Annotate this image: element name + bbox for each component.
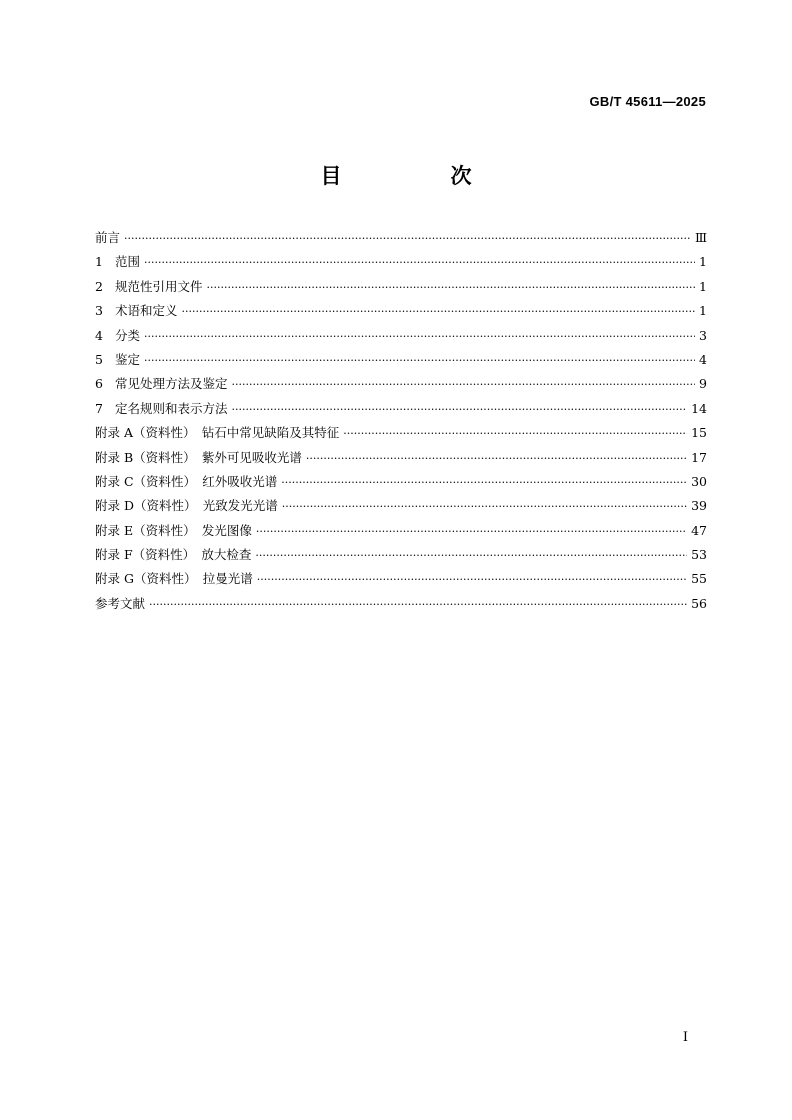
toc-entry-text: 附录 A（资料性） 钻石中常见缺陷及其特征 (95, 425, 340, 441)
toc-section-number: 2 (95, 278, 103, 294)
toc-entry-text: 定名规则和表示方法 (115, 400, 228, 416)
dot-leader (256, 520, 687, 544)
dot-leader (281, 471, 687, 495)
toc-entry-preface[interactable] (95, 226, 707, 250)
toc-page-number: 56 (691, 595, 707, 611)
dot-leader (182, 300, 696, 324)
dot-leader (144, 251, 695, 275)
toc-entry-text: 分类 (115, 327, 141, 343)
toc-entry-text: 附录 C（资料性） 红外吸收光谱 (95, 473, 278, 489)
dot-leader (144, 349, 695, 373)
toc-entry-text: 范围 (115, 254, 141, 270)
dot-leader (255, 544, 687, 568)
toc-entry-5[interactable] (95, 348, 707, 372)
toc-page-number: 1 (699, 303, 707, 319)
dot-leader (207, 276, 696, 300)
toc-entry-text: 术语和定义 (115, 303, 178, 319)
toc-section-number: 3 (95, 303, 103, 319)
toc-page-number: 4 (699, 351, 707, 367)
toc-page-number: 9 (699, 376, 707, 392)
dot-leader (343, 422, 687, 446)
toc-entry-text: 前言 (95, 230, 121, 245)
toc-entry-text: 鉴定 (115, 351, 141, 367)
toc-page-number: 39 (691, 498, 707, 514)
toc-section-number: 6 (95, 376, 103, 392)
toc-entry-text: 附录 B（资料性） 紫外可见吸收光谱 (95, 449, 302, 465)
toc-section-number: 4 (95, 327, 103, 343)
standard-code: GB/T 45611—2025 (589, 94, 706, 109)
toc-entry-appendix-b[interactable] (95, 446, 707, 470)
table-of-contents (95, 226, 707, 616)
dot-leader (232, 398, 688, 422)
toc-page-number: 55 (691, 571, 707, 587)
toc-entry-1[interactable] (95, 250, 707, 274)
toc-section-number: 1 (95, 254, 103, 270)
toc-entry-appendix-f[interactable] (95, 543, 707, 567)
toc-page-number: 47 (691, 522, 707, 538)
dot-leader (232, 373, 696, 397)
toc-page-number: 15 (691, 425, 707, 441)
toc-entry-text: 附录 G（资料性） 拉曼光谱 (95, 571, 253, 587)
page-title: 目 次 (320, 164, 516, 188)
toc-entry-text: 参考文献 (95, 595, 146, 611)
toc-page-number: 3 (699, 327, 707, 343)
toc-section-number: 5 (95, 351, 103, 367)
dot-leader (306, 447, 687, 471)
toc-entry-text: 规范性引用文件 (115, 278, 203, 294)
toc-page-number: 1 (699, 278, 707, 294)
toc-entry-appendix-c[interactable] (95, 470, 707, 494)
toc-entry-appendix-d[interactable] (95, 494, 707, 518)
dot-leader (257, 568, 687, 592)
toc-entry-text: 常见处理方法及鉴定 (115, 376, 228, 392)
toc-entry-6[interactable] (95, 372, 707, 396)
toc-entry-appendix-g[interactable] (95, 567, 707, 591)
toc-page-number: Ⅲ (694, 230, 707, 245)
toc-entry-text: 附录 F（资料性） 放大检查 (95, 547, 252, 563)
toc-entry-appendix-a[interactable] (95, 421, 707, 445)
page-number-footer: I (682, 1030, 688, 1045)
dot-leader (144, 325, 695, 349)
toc-entry-references[interactable] (95, 592, 707, 616)
dot-leader (282, 495, 687, 519)
toc-section-number: 7 (95, 400, 103, 416)
toc-entry-text: 附录 D（资料性） 光致发光光谱 (95, 498, 278, 514)
toc-page-number: 17 (691, 449, 707, 465)
toc-entry-appendix-e[interactable] (95, 519, 707, 543)
toc-page-number: 1 (699, 254, 707, 270)
toc-page-number: 53 (691, 547, 707, 563)
toc-entry-2[interactable] (95, 275, 707, 299)
toc-page-number: 30 (691, 473, 707, 489)
toc-entry-4[interactable] (95, 324, 707, 348)
dot-leader (124, 227, 691, 251)
toc-page-number: 14 (691, 400, 707, 416)
dot-leader (149, 593, 687, 617)
toc-entry-3[interactable] (95, 299, 707, 323)
toc-entry-7[interactable] (95, 397, 707, 421)
toc-entry-text: 附录 E（资料性） 发光图像 (95, 522, 252, 538)
